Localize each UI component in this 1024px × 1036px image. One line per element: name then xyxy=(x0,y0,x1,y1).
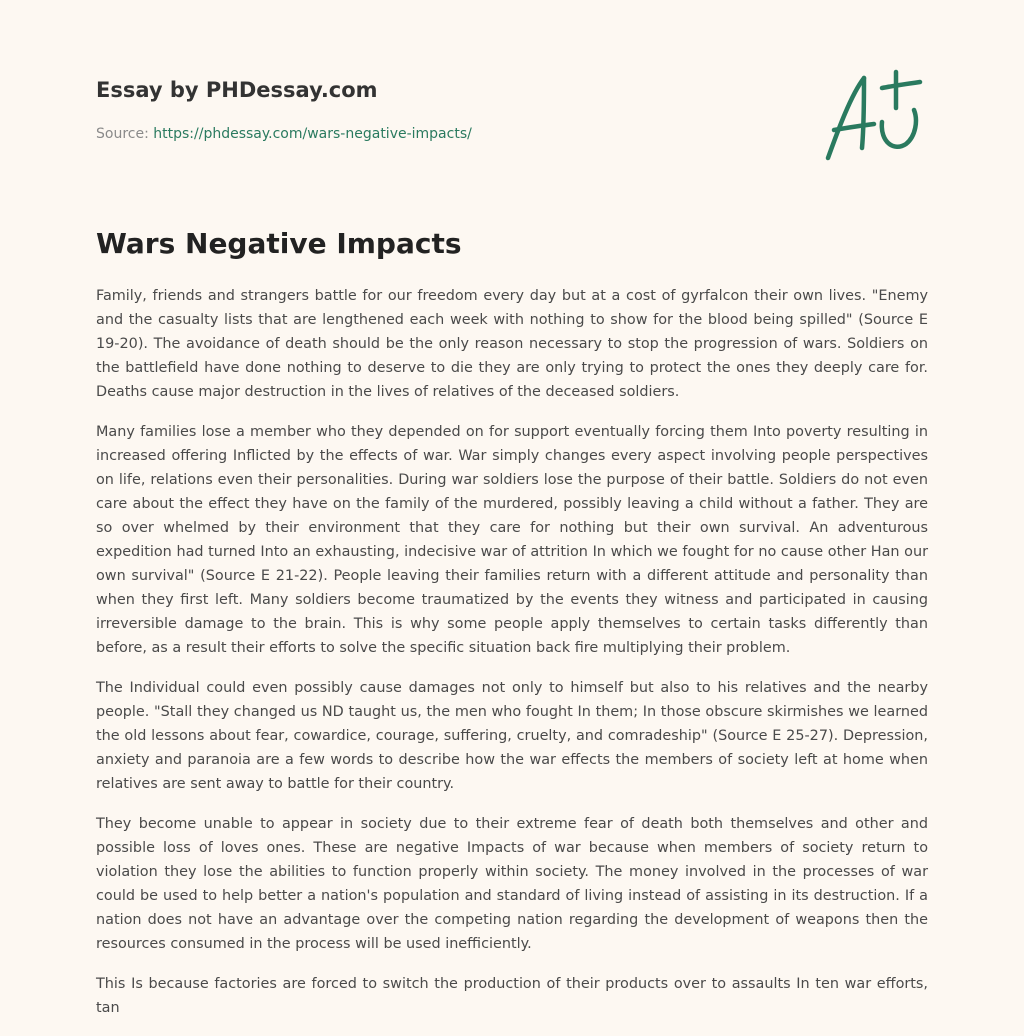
essay-paragraph: Many families lose a member who they depended on for support eventually forcing them Into poverty resulting in increased offering Inflicted by the effects of war. War simply changes every aspect involving people perspectives on life, relations even their personalities. During war soldiers lose the purpose of their battle. Soldiers do not even care about the effect they have on the family of the murdered, possibly leaving a child without a father. They are so over whelmed by their environment that they care for nothing but their own survival. An adventurous expedition had turned Into an exhausting, indecisive war of attrition In which we fought for no cause other Han our own survival" (Source E 21-22). People leaving their families return with a different attitude and personality than when they first left. Many soldiers become traumatized by the events they witness and participated in causing irreversible damage to the brain. This is why some people apply themselves to certain tasks differently than before, as a result their efforts to solve the specific situation back fire multiplying their problem. xyxy=(96,424,928,656)
essay-paragraph: They become unable to appear in society due to their extreme fear of death both themselves and other and possible loss of loves ones. These are negative Impacts of war because when members of society return to violation they lose the abilities to function properly within society. The money involved in the processes of war could be used to help better a nation's population and standard of living instead of assisting in its destruction. If a nation does not have an advantage over the competing nation regarding the development of weapons then the resources consumed in the process will be used inefficiently. xyxy=(96,816,928,952)
header xyxy=(96,76,796,144)
source-label: Source: xyxy=(96,126,149,142)
source-line xyxy=(96,124,796,144)
site-brand: Essay by PHDessay.com xyxy=(96,78,378,102)
a-plus-grade-icon xyxy=(820,66,928,166)
essay-paragraph: The Individual could even possibly cause damages not only to himself but also to his relatives and the nearby people. "Stall they changed us ND taught us, the men who fought In them; In those obscure skirmishes we learned the old lessons about fear, cowardice, courage, suffering, cruelty, and comradeship" (Source E 25-27). Depression, anxiety and paranoia are a few words to describe how the war effects the members of society left at home when relatives are sent away to battle for their country. xyxy=(96,680,928,792)
essay-title: Wars Negative Impacts xyxy=(96,227,462,260)
essay-paragraph: Family, friends and strangers battle for our freedom every day but at a cost of gyrfalcon their own lives. "Enemy and the casualty lists that are lengthened each week with nothing to show for the blood being spilled" (Source E 19-20). The avoidance of death should be the only reason necessary to stop the progression of wars. Soldiers on the battlefield have done nothing to deserve to die they are only trying to protect the ones they deeply care for. Deaths cause major destruction in the lives of relatives of the deceased soldiers. xyxy=(96,288,928,400)
source-link[interactable]: https://phdessay.com/wars-negative-impacts/ xyxy=(153,126,472,142)
essay-paragraph: This Is because factories are forced to switch the production of their products over to assaults In ten war efforts, tan xyxy=(96,976,928,1016)
essay-body xyxy=(96,284,928,1036)
